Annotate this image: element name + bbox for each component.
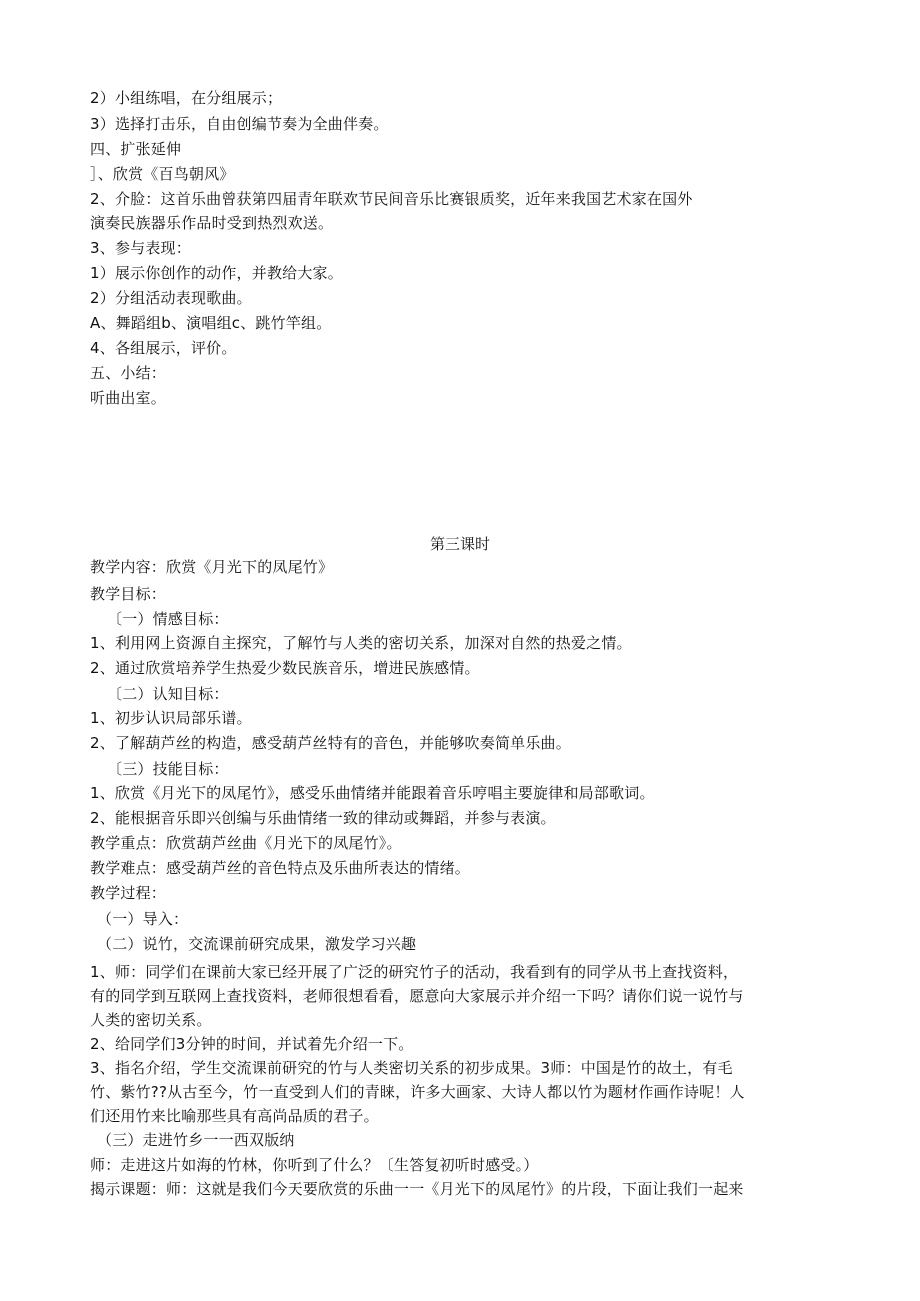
text-line: 教学重点：欣赏葫芦丝曲《月光下的凤尾竹》。: [90, 834, 402, 852]
text-line: 们还用竹来比喻那些具有高尚品质的君子。: [90, 1107, 379, 1125]
text-line: ］、欣赏《百鸟朝风》: [90, 165, 235, 183]
text-line: 2、能根据音乐即兴创编与乐曲情绪一致的律动或舞蹈，并参与表演。: [90, 809, 556, 827]
text-line: 教学过程：: [90, 884, 167, 902]
text-line: 竹、紫竹??从古至今，竹一直受到人们的青睐，许多大画家、大诗人都以竹为题材作画作诗呢！人: [90, 1083, 745, 1101]
text-line: 师：走进这片如海的竹林，你听到了什么？〔生答复初听时感受。）: [90, 1156, 539, 1174]
text-line: 教学难点：感受葫芦丝的音色特点及乐曲所表达的情绪。: [90, 859, 471, 877]
text-line: 揭示课题：师：这就是我们今天要欣赏的乐曲一一《月光下的凤尾竹》的片段，下面让我们一起来: [90, 1180, 744, 1198]
text-line: 4、各组展示，评价。: [90, 339, 237, 357]
text-line: 人类的密切关系。: [90, 1011, 212, 1029]
text-line: 1、欣赏《月光下的凤尾竹》，感受乐曲情绪并能跟着音乐哼唱主要旋律和局部歌词。: [90, 784, 655, 802]
text-line: 1）展示你创作的动作，并教给大家。: [90, 264, 343, 282]
text-line: 2）小组练唱，在分组展示；: [90, 89, 283, 107]
subsection-heading: 〔一）情感目标：: [107, 610, 229, 628]
text-line: 演奏民族器乐作品时受到热烈欢送。: [90, 214, 334, 232]
subsection-heading: 〔二）认知目标：: [107, 685, 229, 703]
section-heading: 四、扩张延伸: [90, 140, 182, 158]
section-heading: 五、小结：: [90, 364, 167, 382]
text-line: 3、参与表现：: [90, 239, 191, 257]
text-line: 2、介脸：这首乐曲曾获第四届青年联欢节民间音乐比赛银质奖，近年来我国艺术家在国外: [90, 190, 693, 208]
text-line: 3、指名介绍，学生交流课前研究的竹与人类密切关系的初步成果。3师：中国是竹的故土，有毛: [90, 1059, 733, 1077]
text-line: 2、通过欣赏培养学生热爱少数民族音乐，增进民族感情。: [90, 659, 480, 677]
text-line: （三）走进竹乡一一西双版纳: [97, 1131, 295, 1149]
lesson-heading: 第三课时: [429, 535, 490, 553]
text-line: 1、初步认识局部乐谱。: [90, 709, 252, 727]
text-line: 2）分组活动表现歌曲。: [90, 289, 252, 307]
text-line: （二）说竹，交流课前研究成果，激发学习兴趣: [97, 935, 417, 953]
text-line: 有的同学到互联网上查找资料，老师很想看看，愿意向大家展示并介绍一下吗？请你们说一说竹与: [90, 987, 744, 1005]
text-line: 教学目标：: [90, 585, 167, 603]
text-line: A、舞蹈组b、演唱组c、跳竹竿组。: [90, 314, 332, 332]
text-line: 听曲出室。: [90, 389, 167, 407]
text-line: 2、给同学们3分钟的时间，并试着先介绍一下。: [90, 1035, 414, 1053]
text-line: （一）导入：: [97, 910, 189, 928]
text-line: 1、利用网上资源自主探究，了解竹与人类的密切关系，加深对自然的热爱之情。: [90, 634, 632, 652]
subsection-heading: 〔三）技能目标：: [107, 760, 229, 778]
text-line: 3）选择打击乐，自由创编节奏为全曲伴奏。: [90, 115, 389, 133]
text-line: 1、师：同学们在课前大家已经开展了广泛的研究竹子的活动，我看到有的同学从书上查找资料，: [90, 963, 739, 981]
text-line: 教学内容：欣赏《月光下的凤尾竹》: [90, 558, 334, 576]
text-line: 2、了解葫芦丝的构造，感受葫芦丝特有的音色，并能够吹奏简单乐曲。: [90, 734, 571, 752]
